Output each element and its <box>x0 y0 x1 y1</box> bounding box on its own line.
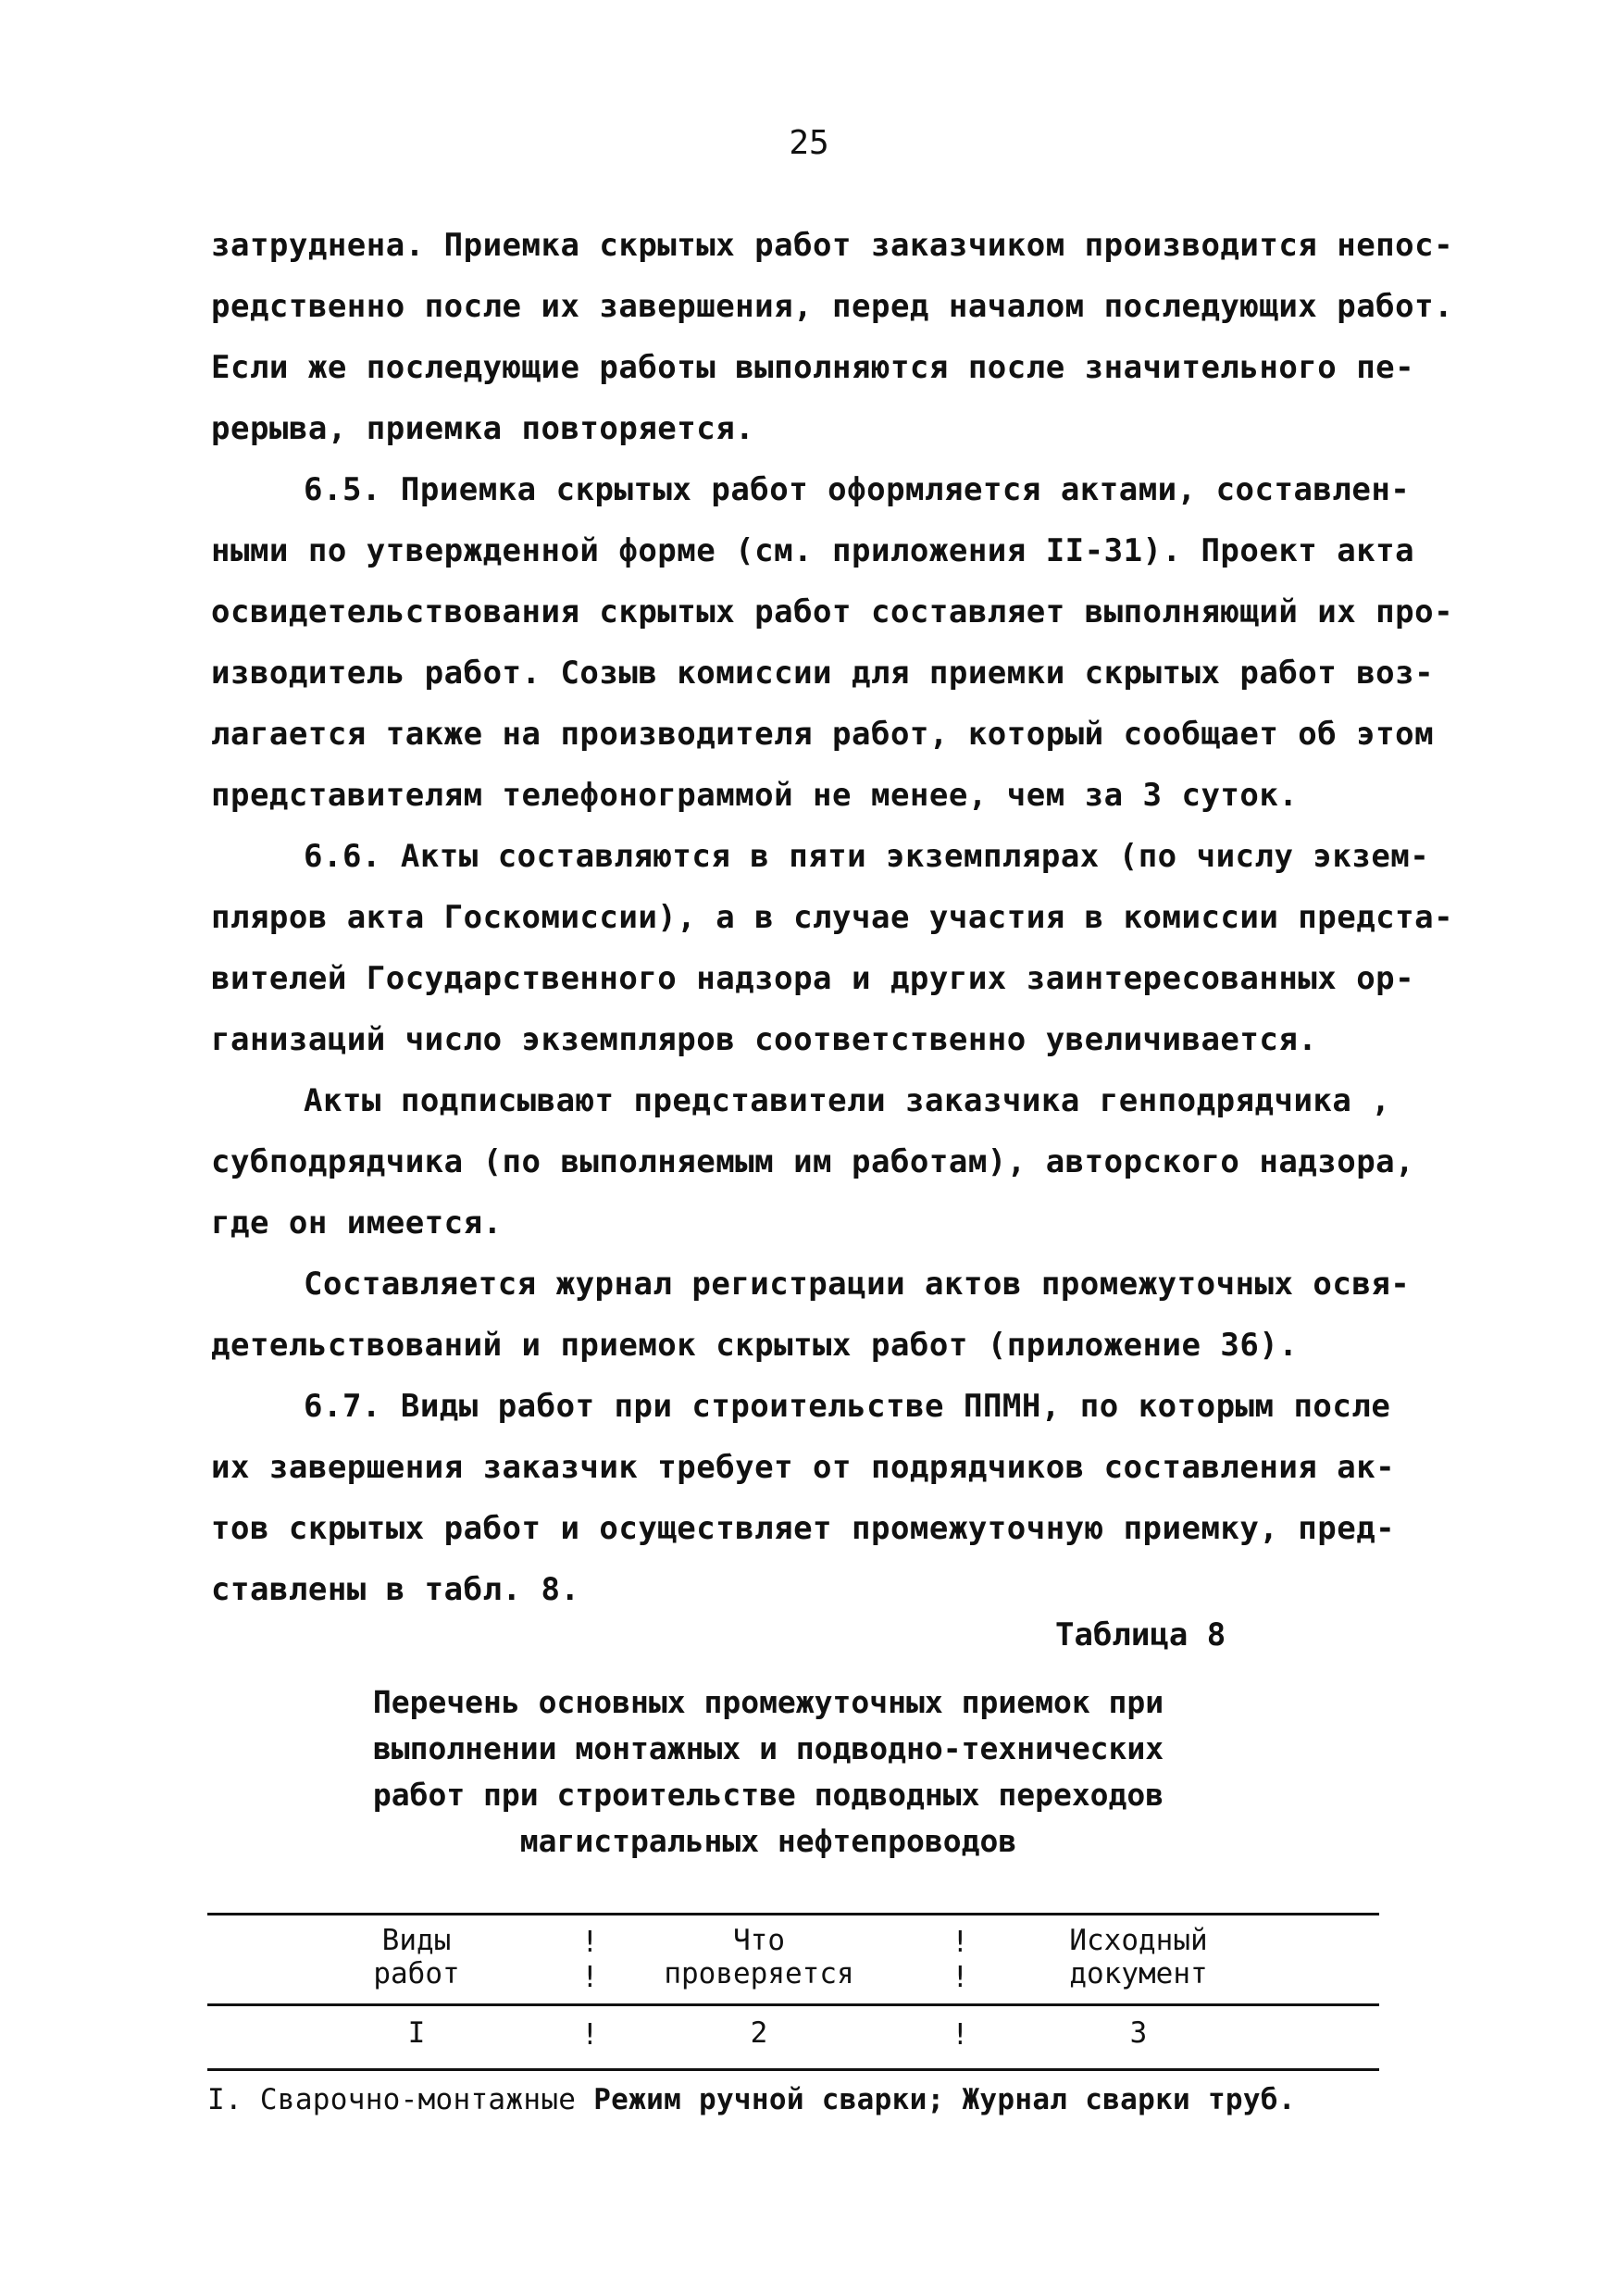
text-line: освидетельствования скрытых работ составляет выполняющий их про- <box>211 593 1454 630</box>
header-text: Исходный <box>1069 1924 1208 1957</box>
table-label: Таблица 8 <box>1055 1616 1226 1653</box>
text-line: тов скрытых работ и осуществляет промежуточную приемку, пред- <box>211 1510 1396 1547</box>
header-text: работ <box>373 1957 460 1990</box>
header-text: Что <box>733 1924 785 1957</box>
column-separator: ! <box>581 1926 599 1959</box>
column-number: 2 <box>750 2016 768 2050</box>
text-line: изводитель работ. Созыв комиссии для приемки скрытых работ воз- <box>211 655 1435 692</box>
text-line: ганизаций число экземпляров соответственно увеличивается. <box>211 1021 1318 1058</box>
column-number: 3 <box>1129 2016 1148 2050</box>
column-separator: ! <box>952 1961 969 1994</box>
text-line: лагается также на производителя работ, который сообщает об этом <box>211 716 1435 753</box>
text-line: 6.6. Акты составляются в пяти экземплярах (по числу экзем- <box>304 838 1430 875</box>
text-line: Если же последующие работы выполняются после значительного пе- <box>211 349 1415 386</box>
column-separator: ! <box>581 2018 599 2052</box>
row-checked: Режим ручной сварки; <box>593 2083 963 2116</box>
paragraph-6-7 <box>211 1376 1414 1620</box>
text-line: редственно после их завершения, перед началом последующих работ. <box>211 288 1454 325</box>
column-separator: ! <box>952 2018 969 2052</box>
paragraph-6-5 <box>211 459 1454 826</box>
table-numbers-rule <box>207 2068 1379 2071</box>
text-line: их завершения заказчик требует от подрядчиков составления ак- <box>211 1449 1396 1486</box>
paragraph-journal <box>211 1254 1414 1376</box>
text-line: вителей Государственного надзора и других заинтересованных ор- <box>211 960 1415 997</box>
header-source-document <box>1000 1924 1277 1990</box>
paragraph-6-6 <box>211 826 1454 1070</box>
column-separator: ! <box>952 1926 969 1959</box>
row-work-type: Сварочно-монтажные <box>259 2083 594 2116</box>
header-text: Виды <box>381 1924 452 1957</box>
row-number: I. <box>207 2083 260 2116</box>
text-line: пляров акта Госкомиссии), а в случае участия в комиссии предста- <box>211 899 1454 936</box>
column-separator: ! <box>581 1961 599 1994</box>
table-title-line: магистральных нефтепроводов <box>519 1823 1017 1859</box>
text-line: Акты подписывают представители заказчика генподрядчика , <box>304 1082 1391 1119</box>
text-line: детельствований и приемок скрытых работ (приложение 36). <box>211 1327 1299 1364</box>
column-number: I <box>407 2016 426 2050</box>
row-document: Журнал сварки труб. <box>962 2083 1296 2116</box>
text-line: Составляется журнал регистрации актов промежуточных освя- <box>304 1266 1411 1303</box>
text-line: 6.7. Виды работ при строительстве ППМН, по которым после <box>304 1388 1391 1425</box>
text-line: рерыва, приемка повторяется. <box>211 410 755 447</box>
text-line: ными по утвержденной форме (см. приложения II-31). Проект акта <box>211 532 1415 569</box>
table-title-line: Перечень основных промежуточных приемок при <box>372 1684 1164 1720</box>
header-text: проверяется <box>664 1957 854 1990</box>
text-line: субподрядчика (по выполняемым им работам), авторского надзора, <box>211 1143 1415 1180</box>
text-line: 6.5. Приемка скрытых работ оформляется актами, составлен- <box>304 471 1411 508</box>
table-top-rule <box>207 1913 1379 1915</box>
text-line: представителям телефонограммой не менее, чем за 3 суток. <box>211 777 1299 814</box>
text-line: ставлены в табл. 8. <box>211 1571 580 1608</box>
table-title <box>305 1679 1231 1865</box>
header-text: документ <box>1069 1957 1208 1990</box>
paragraph-signatures <box>211 1070 1414 1254</box>
page-number: 25 <box>789 124 829 162</box>
table-title-line: работ при строительстве подводных переходов <box>372 1777 1164 1813</box>
header-work-types <box>305 1924 528 1990</box>
table-row <box>207 2083 1296 2116</box>
text-line: где он имеется. <box>211 1204 503 1242</box>
table-title-line: выполнении монтажных и подводно-технических <box>372 1730 1164 1766</box>
body-text <box>211 215 1454 1620</box>
text-line: затруднена. Приемка скрытых работ заказчиком производится непос- <box>211 227 1454 264</box>
table-header-rule <box>207 2003 1379 2006</box>
header-what-checked <box>620 1924 898 1990</box>
paragraph-1 <box>211 215 1454 459</box>
